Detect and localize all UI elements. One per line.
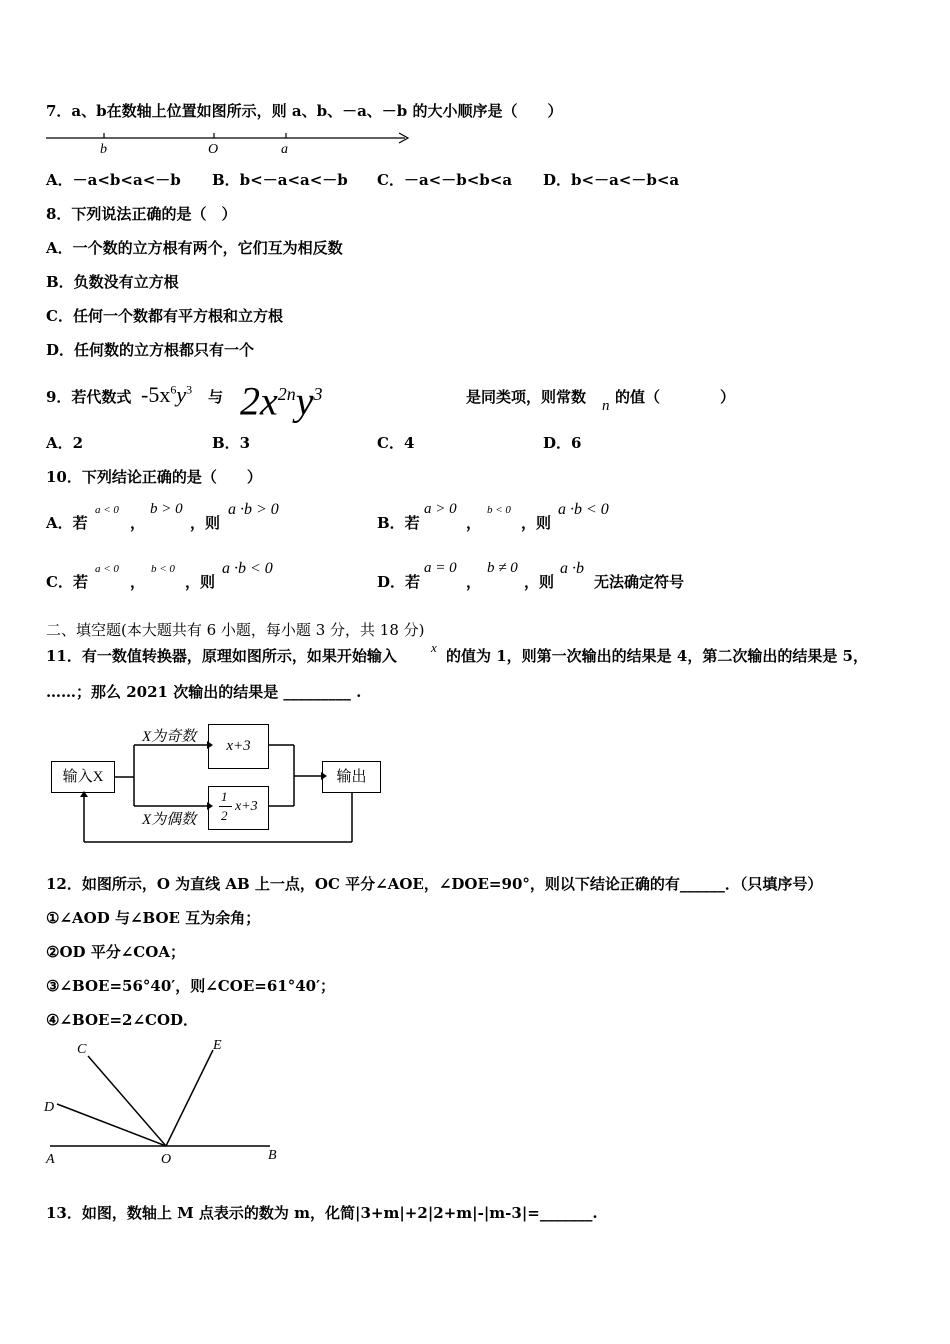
q10-c-then: ，则 [185,573,216,591]
q9-var-n: n [602,398,610,414]
q8-option-d[interactable]: D．任何数的立方根都只有一个 [46,341,255,359]
q13-stem: 13．如图，数轴上 M 点表示的数为 m，化简|3+m|+2|2+m|-|m-3|=_______. [46,1204,598,1222]
q12-item-3: ③∠BOE=56°40′，则∠COE=61°40′； [46,977,336,995]
even-condition-label: X为偶数 [142,812,197,828]
q7-option-b[interactable]: B．b<－a<a<－b [212,171,348,189]
q10-stem: 10．下列结论正确的是（ ） [46,468,262,486]
term2-y: y [295,378,314,424]
frac-numerator: 1 [221,789,228,804]
q12-item-2: ②OD 平分∠COA； [46,943,185,961]
q9-option-c[interactable]: C．4 [377,434,415,452]
q12-stem: 12．如图所示，O 为直线 AB 上一点，OC 平分∠AOE，∠DOE=90°，则以下结论正确的有______．（只填序号） [46,875,823,893]
q11-line1b: 的值为 1，则第一次输出的结果是 4，第二次输出的结果是 5， [446,647,868,665]
q10-d-cond1: a = 0 [424,560,457,576]
odd-condition-label: X为奇数 [142,729,197,745]
q10-b-label: B．若 [377,514,420,532]
frac-denominator: 2 [221,808,228,823]
point-e: E [213,1038,222,1053]
axis-label-a: a [281,142,288,157]
q8-option-b[interactable]: B．负数没有立方根 [46,273,179,291]
point-a: A [46,1152,55,1167]
q10-c-cond1: a < 0 [95,563,119,575]
term1-exp-x: 6 [170,382,177,397]
q11-line1a: 11．有一数值转换器，原理如图所示，如果开始输入 [46,647,397,665]
q10-a-cond1: a < 0 [95,504,119,516]
q9-connector: 与 [208,388,224,406]
section2-title: 二、填空题(本大题共有 6 小题，每小题 3 分，共 18 分) [46,621,425,639]
term1-y: y [176,382,187,407]
q10-c-cond2: b < 0 [151,563,175,575]
q10-b-then: ，则 [521,514,552,532]
q10-c-label: C．若 [46,573,88,591]
even-op-expr: x+3 [235,799,258,814]
term2-exp-y: 3 [313,384,323,404]
q10-d-tail: 无法确定符号 [594,573,685,591]
q10-c-result: a ·b < 0 [222,560,273,577]
q11-line2: ……；那么 2021 次输出的结果是 _________ . [46,683,362,701]
q8-option-a[interactable]: A．一个数的立方根有两个，它们互为相反数 [46,239,343,257]
q8-stem: 8．下列说法正确的是（ ） [46,205,237,223]
q10-d-cond2: b ≠ 0 [487,560,518,576]
q10-a-comma: ， [130,514,146,532]
axis-label-b: b [100,142,107,157]
odd-operation-box: x+3 [208,724,269,769]
q8-option-c[interactable]: C．任何一个数都有平方根和立方根 [46,307,283,325]
q7-stem: 7．a、b在数轴上位置如图所示，则 a、b、－a、－b 的大小顺序是（ ） [46,102,563,120]
point-o: O [161,1152,172,1167]
q10-d-then: ，则 [524,573,555,591]
term2-exp-x: 2n [277,384,296,404]
q9-end: 的值（ ） [615,388,736,406]
point-d: D [44,1100,55,1115]
q10-d-comma: ， [466,573,482,591]
q7-option-c[interactable]: C．－a<－b<b<a [377,171,513,189]
input-box: 输入X [51,761,115,793]
term1-coef: -5x [141,382,171,407]
q10-a-label: A．若 [46,514,88,532]
q9-prefix: 9．若代数式 [46,388,132,406]
q10-a-result: a ·b > 0 [228,501,279,518]
q10-a-cond2: b > 0 [150,501,183,517]
q9-option-d[interactable]: D．6 [543,434,582,452]
q10-d-result: a ·b [560,560,584,577]
q9-suffix: 是同类项，则常数 [466,388,587,406]
q10-b-cond1: a > 0 [424,501,457,517]
output-box: 输出 [322,761,381,793]
q10-c-comma: ， [130,573,146,591]
point-c: C [77,1042,87,1057]
q11-var-x: x [431,640,437,655]
q10-b-cond2: b < 0 [487,504,511,516]
axis-label-o: O [208,142,219,157]
q7-option-d[interactable]: D．b<－a<－b<a [543,171,680,189]
q9-option-a[interactable]: A．2 [46,434,84,452]
point-b: B [268,1148,277,1163]
q10-d-label: D．若 [377,573,421,591]
q7-option-a[interactable]: A．－a<b<a<－b [46,171,181,189]
term1-exp-y: 3 [186,382,193,397]
q9-option-b[interactable]: B．3 [212,434,251,452]
q10-b-comma: ， [466,514,482,532]
q12-item-4: ④∠BOE=2∠COD． [46,1011,199,1029]
term2-coef: 2x [240,378,278,424]
q12-item-1: ①∠AOD 与∠BOE 互为余角； [46,909,261,927]
q10-a-then: ，则 [190,514,221,532]
q10-b-result: a ·b < 0 [558,501,609,518]
